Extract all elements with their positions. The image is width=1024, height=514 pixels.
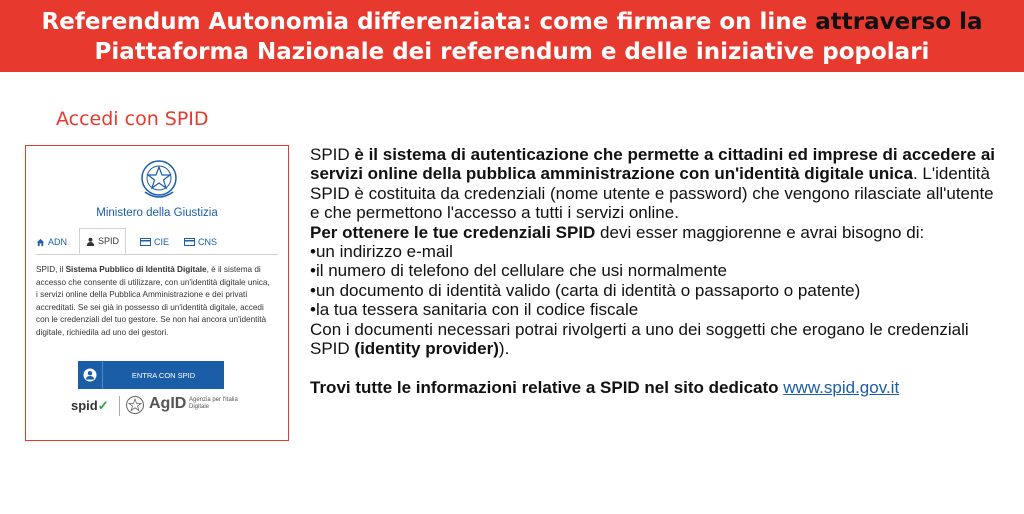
- check-icon: ✓: [97, 398, 109, 413]
- header-title-dark: attraverso la: [815, 9, 983, 35]
- text-span: devi esser maggiorenne e avrai bisogno di:: [595, 222, 925, 242]
- agid-logo: AgID: [149, 395, 187, 412]
- text-bold: Trovi tutte le informazioni relative a SPID nel sito dedicato: [310, 377, 784, 397]
- login-tabs: [36, 228, 278, 255]
- tab-spid[interactable]: [79, 228, 126, 254]
- desc-text: SPID, il: [36, 265, 66, 274]
- text-span: Con i documenti necessari potrai rivolgerti a uno dei soggetti che erogano le credenziali SPID: [310, 319, 969, 359]
- header-banner: [0, 0, 1024, 72]
- spid-login-card: [25, 145, 289, 441]
- card-icon: [140, 238, 151, 246]
- spacer: [310, 358, 1000, 377]
- tab-label: ADN: [48, 237, 68, 247]
- header-title-white: Referendum Autonomia differenziata: come firmare on line: [41, 9, 808, 35]
- spid-description: [36, 264, 272, 340]
- agid-emblem-icon: [125, 395, 145, 417]
- text-span: SPID: [310, 145, 350, 164]
- tab-label: SPID: [98, 236, 120, 246]
- paragraph-requirements: [310, 223, 1000, 242]
- italian-emblem-icon: [139, 158, 179, 200]
- text-bold: Per ottenere le tue credenziali SPID: [310, 222, 596, 242]
- tab-label: CIE: [154, 237, 170, 247]
- list-item: •un indirizzo e-mail: [310, 242, 453, 262]
- logos-row: [71, 394, 251, 418]
- desc-bold: Sistema Pubblico di Identità Digitale: [65, 265, 207, 274]
- text-span: . L'identità SPID è costituita da credenziali (nome utente e password) che vengono rilasciate all'utente e che permettono l'accesso a tutti i servizi online.: [310, 164, 994, 223]
- agid-subtitle: Agenzia per l'Italia Digitale: [189, 397, 238, 410]
- logo-divider: [119, 396, 120, 416]
- paragraph-intro: [310, 145, 1000, 223]
- ministry-name: Ministero della Giustizia: [96, 207, 218, 219]
- spid-logo-i: i: [86, 398, 90, 413]
- home-icon: [36, 238, 45, 247]
- list-item: •la tua tessera sanitaria con il codice fiscale: [310, 300, 639, 320]
- list-item: •un documento di identità valido (carta di identità o passaporto o patente): [310, 280, 861, 300]
- header-line-1: [0, 7, 1024, 37]
- button-label: ENTRA CON SPID: [131, 370, 196, 380]
- paragraph-info: [310, 378, 1000, 397]
- text-bold: è il sistema di autenticazione che permette a cittadini ed imprese di accedere ai servizi online della pubblica amministrazione con un'identità digitale unica: [310, 145, 995, 184]
- desc-text-2: , è il sistema di accesso che consente di utilizzare, con un'identità digitale unica, i servizi online della Pubblica Amministrazione e dei privati accreditati. Se sei già in possesso di un'identità digitale, accedi con le credenziali del tuo gestore. Se non hai ancora un'identità digitale, richiedila ad uno dei gestori.: [36, 265, 270, 337]
- text-bold: (identity provider): [354, 339, 499, 359]
- accedi-spid-heading: Accedi con SPID: [56, 108, 209, 130]
- card-icon: [184, 238, 195, 246]
- paragraph-provider: [310, 320, 1000, 359]
- tab-cns[interactable]: [184, 230, 217, 254]
- entra-con-spid-button[interactable]: [78, 361, 224, 389]
- tab-label: CNS: [198, 237, 218, 247]
- tab-adn[interactable]: [36, 230, 67, 254]
- spid-logo: [71, 398, 109, 414]
- user-circle-icon: [78, 361, 103, 389]
- spid-site-link[interactable]: www.spid.gov.it: [783, 377, 900, 397]
- spid-logo-d: d: [89, 398, 98, 413]
- tab-cie[interactable]: [140, 230, 169, 254]
- spid-logo-sp: sp: [71, 398, 87, 413]
- user-icon: [86, 237, 95, 246]
- text-span: ).: [498, 339, 510, 359]
- header-line-2: Piattaforma Nazionale dei referendum e delle iniziative popolari: [94, 39, 930, 65]
- list-item: •il numero di telefono del cellulare che usi normalmente: [310, 261, 728, 281]
- spid-info-text: [310, 145, 1000, 397]
